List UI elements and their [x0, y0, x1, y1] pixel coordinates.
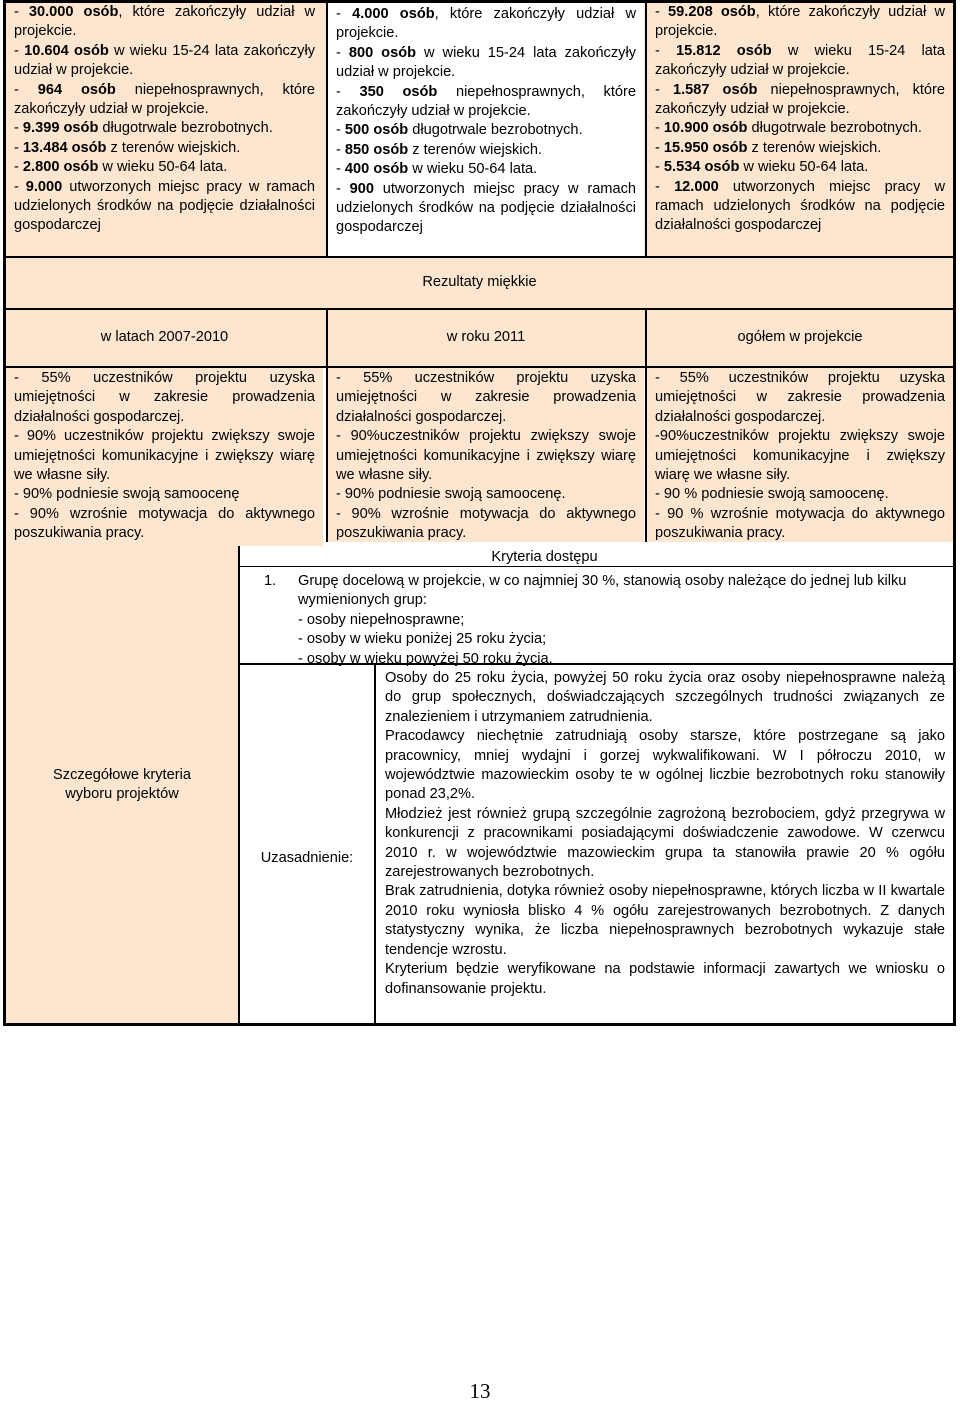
criteria-left-cell	[6, 546, 240, 1023]
item-description: w wieku 50-64 lata.	[98, 159, 228, 176]
hard-results-2007-2010	[6, 3, 323, 256]
item-count: 964 osób	[37, 81, 116, 98]
hard-result-item	[655, 178, 945, 236]
item-description: utworzonych miejsc pracy w ramach udzielonych środków na podjęcie działalności gospodarczej	[655, 178, 945, 234]
justification-paragraph: Młodzież jest również grupą szczególnie zagrożoną bezrobociem, gdyż przegrywa w konkurencji z pracownikami posiadającymi doświadczenie zawodowe. W czerwcu 2010 r. w województwie mazowieckim grupa ta stanowiła prawie 20 % ogółu zarejestrowanych bezrobotnych.	[385, 805, 945, 881]
item-count: 10.900 osób	[663, 120, 748, 137]
item-count: 15.812 osób	[676, 42, 772, 59]
justification-paragraph: Osoby do 25 roku życia, powyżej 50 roku życia oraz osoby niepełnosprawne należą do grup społecznych, doświadczających szczególnych trudności związanych ze znalezieniem i utrzymaniem zatrudnienia.	[385, 670, 945, 725]
item-dash: -	[655, 81, 673, 98]
soft-results-title: Rezultaty miękkie	[422, 274, 537, 291]
justification-paragraph: Pracodawcy niechętnie zatrudniają osoby starsze, które postrzegane są jako pracownicy, mniej wydajni i gorzej wykwalifikowani. W I półroczu 2010, w województwie mazowieckim osoby te w ogólnej liczbie bezrobotnych roku stanowiły ponad 23,2%.	[385, 728, 945, 803]
item-dash: -	[14, 81, 38, 98]
hard-result-item	[14, 119, 315, 138]
item-description: w wieku 15-24 lata zakończyły udział w projekcie.	[336, 44, 636, 81]
hard-results-row	[3, 0, 956, 258]
item-description: z terenów wiejskich.	[747, 139, 882, 156]
item-dash: -	[14, 120, 23, 137]
soft-result-item: - 55% uczestników projektu uzyska umiejętności w zakresie prowadzenia działalności gospodarczej.	[655, 370, 945, 425]
hard-results-total	[645, 3, 953, 256]
criterion-1	[240, 567, 953, 665]
soft-result-item: - 55% uczestników projektu uzyska umiejętności w zakresie prowadzenia działalności gospodarczej.	[14, 370, 315, 425]
item-description: w wieku 50-64 lata.	[408, 161, 538, 178]
item-count: 850 osób	[344, 141, 409, 158]
item-dash: -	[14, 139, 23, 156]
soft-result-item: - 90% podniesie swoją samoocenę	[14, 486, 240, 503]
justification-label: Uzasadnienie:	[260, 850, 354, 867]
soft-results-total	[645, 368, 953, 542]
item-count: 400 osób	[344, 161, 409, 178]
criteria-left-label: Szczegółowe kryteria wyboru projektów	[53, 766, 191, 802]
hard-result-item	[655, 158, 945, 177]
item-dash: -	[336, 6, 353, 22]
soft-result-item: - 90% wzrośnie motywacja do aktywnego poszukiwania pracy.	[336, 505, 636, 542]
soft-results-title-row	[3, 258, 956, 310]
item-description: w wieku 50-64 lata.	[739, 159, 869, 176]
page-number: 13	[469, 1379, 491, 1403]
item-count: 30.000 osób	[28, 4, 119, 20]
item-dash: -	[336, 122, 345, 139]
soft-result-item: -90%uczestników projektu zwiększy swoje umiejętności komunikacyjne i zwiększy wiarę we własne siły.	[655, 428, 945, 484]
item-description: , które zakończyły udział w projekcie.	[14, 4, 315, 40]
hard-result-item	[336, 141, 636, 160]
hard-result-item	[655, 3, 945, 42]
item-count: 59.208 osób	[668, 4, 756, 20]
soft-results-2011	[326, 368, 644, 542]
hard-result-item	[336, 83, 636, 122]
soft-results-header-row	[3, 310, 956, 368]
access-criteria-title-cell	[240, 546, 953, 567]
hard-result-item	[336, 160, 636, 179]
item-count: 10.604 osób	[24, 42, 109, 59]
item-count: 12.000	[674, 178, 719, 195]
item-dash: -	[14, 42, 25, 59]
item-count: 350 osób	[359, 83, 438, 100]
item-dash: -	[655, 120, 664, 137]
item-description: , które zakończyły udział w projekcie.	[655, 4, 945, 40]
soft-result-item: - 90 % wzrośnie motywacja do aktywnego poszukiwania pracy.	[655, 505, 945, 542]
item-count: 9.399 osób	[22, 120, 99, 137]
item-dash: -	[14, 178, 26, 195]
criterion-group-item: - osoby w wieku powyżej 50 roku życia.	[298, 650, 553, 667]
hard-result-item	[655, 42, 945, 81]
hard-result-item	[14, 178, 315, 236]
hard-results-2011	[326, 3, 644, 256]
item-description: długotrwale bezrobotnych.	[98, 120, 273, 137]
hard-result-item	[14, 81, 315, 120]
item-dash: -	[336, 83, 360, 100]
hard-result-item	[14, 139, 315, 158]
justification-text	[376, 665, 953, 1023]
item-description: z terenów wiejskich.	[408, 141, 543, 158]
item-dash: -	[655, 159, 664, 176]
hard-result-item	[14, 158, 315, 177]
header-total	[645, 310, 953, 366]
item-dash: -	[655, 139, 664, 156]
item-dash: -	[14, 4, 29, 20]
hard-result-item	[14, 42, 315, 81]
item-dash: -	[336, 180, 350, 197]
item-dash: -	[14, 159, 23, 176]
item-dash: -	[655, 4, 669, 20]
item-count: 5.534 osób	[663, 159, 740, 176]
hard-result-item	[336, 5, 636, 44]
item-description: niepełnosprawnych, które zakończyły udział w projekcie.	[14, 81, 316, 118]
header-label: ogółem w projekcie	[737, 329, 863, 346]
soft-result-item: - 90%uczestników projektu zwiększy swoje umiejętności komunikacyjne i zwiększy wiarę we własne siły.	[336, 428, 636, 484]
justification-label-cell	[240, 665, 376, 1023]
item-count: 15.950 osób	[663, 139, 748, 156]
soft-results-row	[3, 368, 956, 546]
header-label: w latach 2007-2010	[100, 329, 229, 346]
hard-result-item	[655, 81, 945, 120]
item-count: 800 osób	[348, 44, 417, 61]
criteria-block	[3, 546, 956, 1026]
hard-result-item	[336, 180, 636, 238]
header-label: w roku 2011	[446, 329, 526, 346]
soft-result-item: - 90% podniesie swoją samoocenę.	[336, 486, 566, 503]
project-table	[3, 0, 956, 1026]
item-description: z terenów wiejskich.	[106, 139, 241, 156]
item-description: niepełnosprawnych, które zakończyły udział w projekcie.	[336, 83, 637, 120]
soft-result-item: - 90% wzrośnie motywacja do aktywnego poszukiwania pracy.	[14, 505, 315, 542]
item-description: , które zakończyły udział w projekcie.	[336, 6, 636, 42]
soft-result-item: - 90% uczestników projektu zwiększy swoje umiejętności komunikacyjne i zwiększy wiarę we własne siły.	[14, 428, 315, 484]
header-2011	[326, 310, 644, 366]
item-count: 13.484 osób	[22, 139, 107, 156]
item-description: w wieku 15-24 lata zakończyły udział w projekcie.	[14, 42, 315, 79]
criterion-text: Grupę docelową w projekcie, w co najmniej 30 %, stanowią osoby należące do jednej lub kilku wymienionych grup:	[298, 573, 907, 609]
item-description: w wieku 15-24 lata zakończyły udział w projekcie.	[655, 42, 945, 79]
justification-paragraph: Kryterium będzie weryfikowane na podstawie informacji zawartych we wniosku o dofinansowanie projektu.	[385, 961, 945, 997]
soft-result-item: - 55% uczestników projektu uzyska umiejętności w zakresie prowadzenia działalności gospodarczej.	[336, 370, 636, 425]
hard-result-item	[655, 119, 945, 138]
hard-result-item	[14, 3, 315, 42]
hard-result-item	[336, 44, 636, 83]
item-count: 1.587 osób	[672, 81, 758, 98]
item-dash: -	[336, 44, 349, 61]
item-count: 4.000 osób	[352, 6, 435, 22]
item-description: długotrwale bezrobotnych.	[408, 122, 583, 139]
item-description: długotrwale bezrobotnych.	[747, 120, 922, 137]
item-dash: -	[655, 178, 675, 195]
criterion-group-item: - osoby w wieku poniżej 25 roku życia;	[298, 631, 547, 648]
item-count: 900	[349, 180, 374, 197]
access-criteria-title: Kryteria dostępu	[491, 549, 598, 565]
item-dash: -	[336, 141, 345, 158]
header-2007-2010	[6, 310, 323, 366]
criterion-text-block	[298, 572, 945, 669]
hard-result-item	[655, 139, 945, 158]
item-description: niepełnosprawnych, które zakończyły udział w projekcie.	[655, 81, 946, 118]
criterion-number: 1.	[264, 573, 277, 589]
justification-paragraph: Brak zatrudnienia, dotyka również osoby niepełnosprawne, których liczba w II kwartale 2010 roku wyniosła blisko 4 % ogółu zarejestrowanych bezrobotnych. Z danych statystyczny wynika, że liczba niepełnosprawnych bezrobotnych wykazuje stałe tendencje wzrostu.	[385, 883, 945, 958]
criterion-group-item: - osoby niepełnosprawne;	[298, 611, 465, 628]
soft-result-item: - 90 % podniesie swoją samoocenę.	[655, 486, 889, 503]
item-description: utworzonych miejsc pracy w ramach udzielonych środków na podjęcie działalności gospodarczej	[336, 180, 636, 236]
item-count: 9.000	[25, 178, 63, 195]
item-count: 2.800 osób	[22, 159, 99, 176]
hard-result-item	[336, 121, 636, 140]
item-dash: -	[655, 42, 677, 59]
item-description: utworzonych miejsc pracy w ramach udzielonych środków na podjęcie działalności gospodarczej	[14, 178, 315, 234]
item-count: 500 osób	[344, 122, 409, 139]
item-dash: -	[336, 161, 345, 178]
soft-results-2007-2010	[6, 368, 323, 546]
